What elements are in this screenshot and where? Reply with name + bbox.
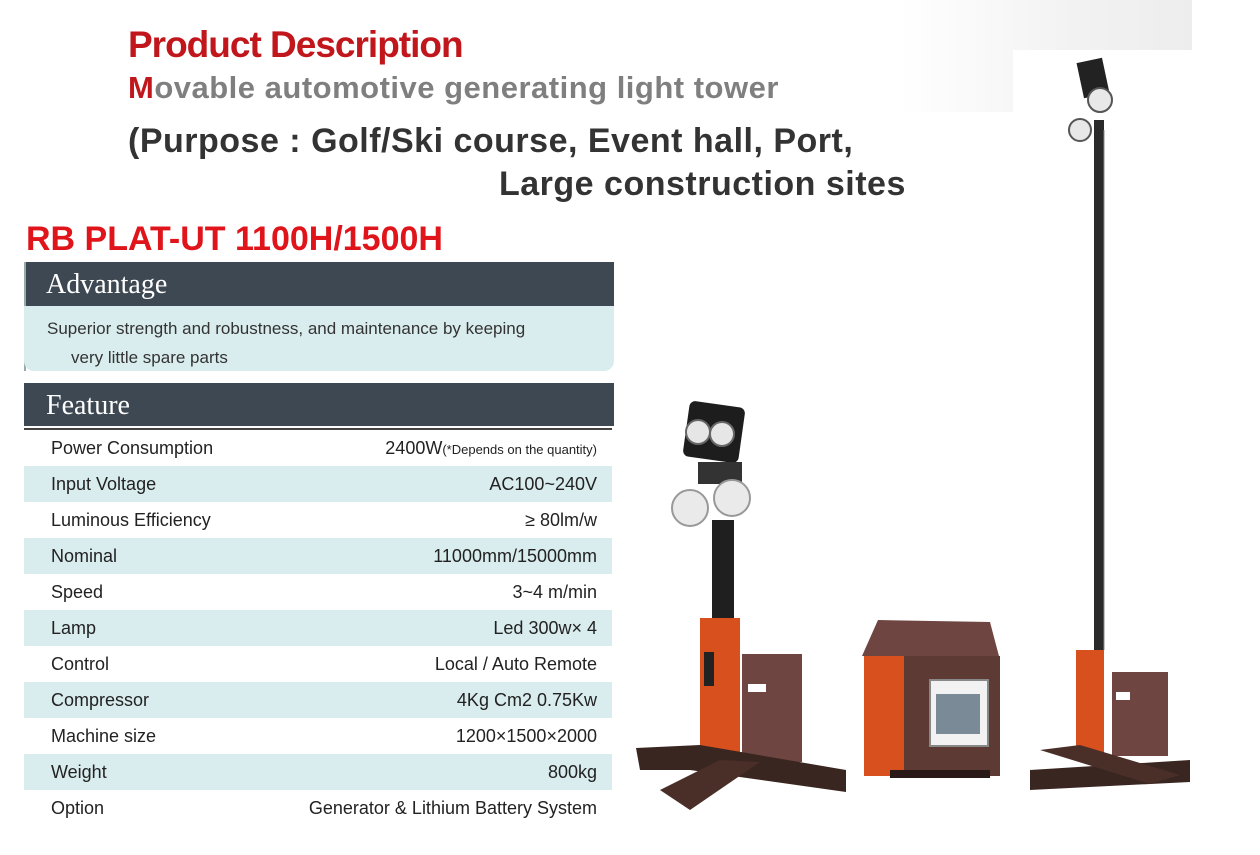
short-tower-column xyxy=(700,618,740,768)
generator-box-side-orange xyxy=(864,656,904,776)
feature-value-text: 4Kg Cm2 0.75Kw xyxy=(456,689,597,710)
feature-row xyxy=(24,610,612,646)
feature-label: Input Voltage xyxy=(51,473,157,494)
generator-box-lid xyxy=(862,620,1000,660)
feature-row xyxy=(24,430,612,466)
feature-row xyxy=(24,646,612,682)
generator-box-photo xyxy=(862,620,1000,778)
advantage-line-1: Superior strength and robustness, and maintenance by keeping xyxy=(47,319,526,338)
feature-value xyxy=(493,618,597,639)
feature-value-text: Led 300w× 4 xyxy=(493,617,597,638)
feature-heading: Feature xyxy=(24,383,614,426)
feature-value xyxy=(457,690,597,711)
tall-tower-lamp-1 xyxy=(1088,88,1112,112)
feature-value-text: AC100~240V xyxy=(489,473,597,494)
feature-row xyxy=(24,682,612,718)
feature-value xyxy=(435,654,597,675)
tall-tower-photo xyxy=(1030,58,1190,790)
feature-value-text: 1200×1500×2000 xyxy=(455,725,597,746)
feature-value-text: Generator & Lithium Battery System xyxy=(308,797,597,818)
feature-row xyxy=(24,754,612,790)
feature-value xyxy=(525,510,597,531)
purpose-line-1: (Purpose : Golf/Ski course, Event hall, Port, xyxy=(128,122,854,160)
model-name: RB PLAT-UT 1100H/1500H xyxy=(26,220,443,258)
feature-label: Compressor xyxy=(51,689,150,710)
feature-value-text: 11000mm/15000mm xyxy=(433,545,597,566)
generator-box-compressor xyxy=(936,694,980,734)
feature-label: Luminous Efficiency xyxy=(51,509,211,530)
feature-value-text: 2400W xyxy=(385,437,443,458)
feature-label: Power Consumption xyxy=(51,437,214,458)
feature-row xyxy=(24,790,612,826)
feature-label: Control xyxy=(51,653,110,674)
feature-row xyxy=(24,538,612,574)
feature-label: Speed xyxy=(51,581,104,602)
feature-value xyxy=(548,762,597,783)
feature-value xyxy=(433,546,597,567)
feature-label: Option xyxy=(51,797,105,818)
feature-label: Machine size xyxy=(51,725,157,746)
feature-value-text: 800kg xyxy=(547,761,597,782)
feature-label: Weight xyxy=(51,761,107,782)
product-photos xyxy=(620,50,1260,830)
tall-tower-lamp-2 xyxy=(1069,119,1091,141)
feature-label: Lamp xyxy=(51,617,97,638)
short-tower-lamp-right xyxy=(714,480,750,516)
feature-row xyxy=(24,574,612,610)
feature-value-text: Local / Auto Remote xyxy=(434,653,597,674)
feature-row xyxy=(24,466,612,502)
feature-table xyxy=(24,430,612,826)
feature-row xyxy=(24,502,612,538)
feature-value xyxy=(512,582,597,603)
subtitle-initial: M xyxy=(128,70,155,105)
feature-row xyxy=(24,718,612,754)
page-title: Product Description xyxy=(128,24,463,65)
tall-tower-brand-tag xyxy=(1116,692,1130,700)
advantage-line-2: very little spare parts xyxy=(71,348,228,367)
short-tower-photo xyxy=(636,400,846,810)
tall-tower-mast xyxy=(1094,120,1104,650)
purpose-line-2: Large construction sites xyxy=(499,165,906,203)
feature-value-note: (*Depends on the quantity) xyxy=(442,441,597,457)
feature-value xyxy=(456,726,597,747)
advantage-heading: Advantage xyxy=(24,262,614,306)
feature-value-text: ≥ 80lm/w xyxy=(525,509,597,530)
short-tower-box xyxy=(742,654,802,762)
short-tower-brand-tag xyxy=(748,684,766,692)
tall-tower-base-column xyxy=(1076,650,1104,760)
feature-label: Nominal xyxy=(51,545,118,566)
feature-value xyxy=(489,474,597,495)
feature-value-text: 3~4 m/min xyxy=(512,581,597,602)
feature-value xyxy=(309,798,597,819)
subtitle-text: ovable automotive generating light tower xyxy=(154,70,779,105)
tall-tower-box xyxy=(1112,672,1168,756)
short-tower-lamp-left xyxy=(672,490,708,526)
short-tower-mast xyxy=(712,520,734,620)
advantage-box xyxy=(24,306,614,371)
short-tower-control-panel xyxy=(704,652,714,686)
feature-value xyxy=(385,438,597,459)
background-corner xyxy=(1192,0,1260,50)
